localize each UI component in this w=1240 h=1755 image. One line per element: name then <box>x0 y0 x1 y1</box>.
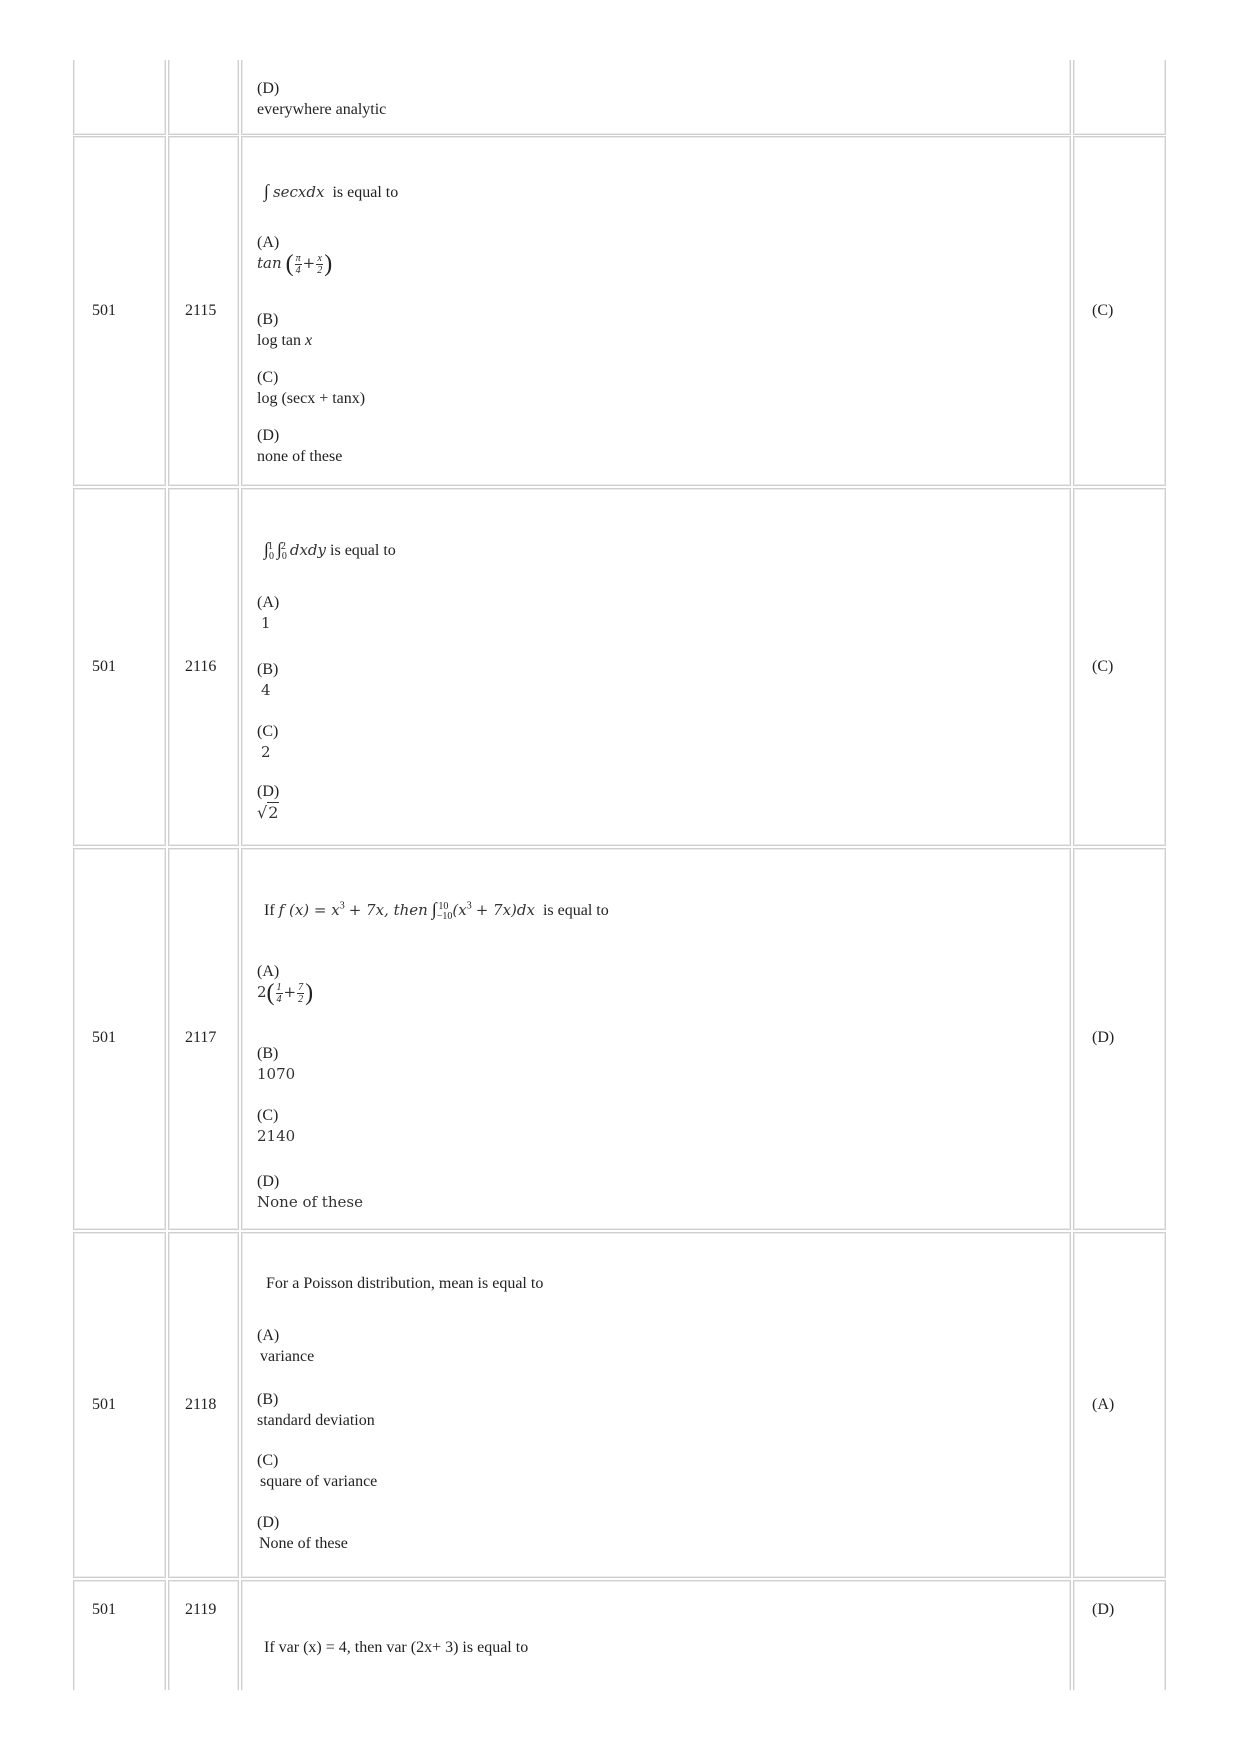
subject-code: 501 <box>92 1601 116 1618</box>
option-a <box>257 592 279 634</box>
answer-key: (D) <box>1092 1029 1115 1046</box>
option-label: (B) <box>257 1045 279 1062</box>
exponent: 3 <box>466 900 472 912</box>
upper-limit: 10 <box>438 900 449 912</box>
option-text: log (secx + tanx) <box>257 390 366 407</box>
option-b <box>257 1043 295 1085</box>
option-d <box>257 781 279 824</box>
option-a: (A) tan ( $\frac{\pi}{4}$ + $\frac{x}{2}$ ) <box>257 234 333 277</box>
option-c <box>257 1105 295 1147</box>
option-label: (C) <box>257 1107 279 1124</box>
option-label: (D) <box>257 783 280 800</box>
option-label: (D) <box>257 80 280 97</box>
row5-col1-cell <box>73 1580 166 1690</box>
row1-col1-cell <box>73 136 166 486</box>
subject-code: 501 <box>92 1029 116 1046</box>
option-value: 2140 <box>257 1127 296 1145</box>
option-b <box>257 659 278 701</box>
row2-answer-cell <box>1073 488 1166 846</box>
frac-numerator: x <box>317 253 322 264</box>
row1-question-cell <box>241 136 1071 486</box>
question-suffix: is equal to <box>332 184 399 201</box>
question-expression: secxdx <box>272 183 325 201</box>
option-label: (C) <box>257 723 279 740</box>
question-number: 2118 <box>185 1396 217 1413</box>
integrand-start: (x <box>452 901 467 919</box>
subject-code: 501 <box>92 658 116 675</box>
option-d <box>257 78 386 120</box>
option-value: 1070 <box>257 1065 296 1083</box>
option-text: variance <box>260 1348 315 1365</box>
question-number: 2119 <box>185 1601 217 1618</box>
option-c <box>257 1450 377 1492</box>
row4-answer-cell <box>1073 1232 1166 1578</box>
option-label: (A) <box>257 963 280 980</box>
row0-question-cell <box>241 60 1071 135</box>
row4-col2-cell <box>168 1232 239 1578</box>
sqrt-expression: √2 <box>257 803 279 822</box>
option-text: None of these <box>259 1535 348 1552</box>
question-number: 2116 <box>185 658 217 675</box>
int2-upper: 2 <box>280 540 286 552</box>
row5-question-cell <box>241 1580 1071 1690</box>
int2-lower: 0 <box>281 551 287 563</box>
question-text: If var (x) = 4, then var (2x+ 3) is equal to <box>264 1639 529 1656</box>
option-a: (A) 2( $\frac{1}{4}$ + $\frac{7}{2}$ ) <box>257 963 314 1006</box>
row4-col1-cell <box>73 1232 166 1578</box>
integrand-end: + 7x)dx <box>475 901 535 919</box>
option-label: (D) <box>257 1514 280 1531</box>
option-label: (B) <box>257 311 279 328</box>
option-label: (D) <box>257 427 280 444</box>
option-label: (A) <box>257 1327 280 1344</box>
row5-answer-cell <box>1073 1580 1166 1690</box>
row0-answer-cell <box>1073 60 1166 135</box>
question-number: 2115 <box>185 302 217 319</box>
integral-symbol: ∫ <box>264 181 269 201</box>
radicand: 2 <box>268 803 279 822</box>
option-a <box>257 1325 314 1367</box>
row3-answer-cell <box>1073 848 1166 1230</box>
row1-answer-cell <box>1073 136 1166 486</box>
subject-code: 501 <box>92 302 116 319</box>
frac-denominator: 4 <box>295 265 301 276</box>
option-text: standard deviation <box>257 1412 375 1429</box>
answer-key: (D) <box>1092 1601 1115 1618</box>
option-coefficient: 2 <box>257 983 267 1002</box>
option-text: log tan <box>257 332 301 349</box>
row2-col2-cell <box>168 488 239 846</box>
option-c <box>257 721 278 763</box>
question-suffix: is equal to <box>542 902 609 919</box>
frac-numerator: π <box>295 253 301 264</box>
question-number: 2117 <box>185 1029 217 1046</box>
question-text: For a Poisson distribution, mean is equal to <box>266 1275 544 1292</box>
row0-col2-cell <box>168 60 239 135</box>
answer-key: (A) <box>1092 1396 1115 1413</box>
row2-question-cell <box>241 488 1071 846</box>
option-d <box>257 425 342 467</box>
row2-col1-cell <box>73 488 166 846</box>
answer-key: (C) <box>1092 658 1114 675</box>
frac-denominator: 2 <box>298 994 304 1005</box>
row3-col2-cell <box>168 848 239 1230</box>
option-value: 4 <box>261 681 271 699</box>
question-suffix: is equal to <box>330 542 396 559</box>
option-label: (A) <box>257 594 280 611</box>
frac-denominator: 2 <box>317 265 323 276</box>
option-d <box>257 1512 348 1554</box>
question-expression: dxdy <box>289 541 327 559</box>
option-b <box>257 309 312 351</box>
frac-numerator: 1 <box>276 982 282 993</box>
option-b <box>257 1389 375 1431</box>
subject-code: 501 <box>92 1396 116 1413</box>
option-label: (B) <box>257 1391 279 1408</box>
option-label: (C) <box>257 369 279 386</box>
option-text: square of variance <box>260 1473 378 1490</box>
row5-col2-cell <box>168 1580 239 1690</box>
exponent: 3 <box>339 900 345 912</box>
option-d <box>257 1171 363 1213</box>
option-label: (C) <box>257 1452 279 1469</box>
answer-key: (C) <box>1092 302 1114 319</box>
option-label: (D) <box>257 1173 280 1190</box>
option-text: None of these <box>257 1193 363 1211</box>
row4-question-cell <box>241 1232 1071 1578</box>
option-text: none of these <box>257 448 343 465</box>
option-variable: x <box>305 332 313 349</box>
row3-question-cell <box>241 848 1071 1230</box>
option-expression: tan <box>257 254 282 273</box>
question-text: If f $(x) = x^3 + 7x$, then $\int_{-10}^{10}$ $(x^3 + 7x)dx$ is equal to <box>264 899 609 923</box>
option-label: (A) <box>257 234 280 251</box>
option-value: 1 <box>261 614 271 632</box>
question-text <box>264 181 398 202</box>
option-label: (B) <box>257 661 279 678</box>
row3-col1-cell <box>73 848 166 1230</box>
row0-col1-cell <box>73 60 166 135</box>
option-text: everywhere analytic <box>257 101 387 118</box>
function-rest: + 7x, then <box>348 901 428 919</box>
question-text: $\int_0^1$ $\int_0^2$ dxdy is equal to <box>264 539 396 563</box>
function-definition: f (x) = x <box>278 901 340 919</box>
int1-upper: 1 <box>267 540 273 552</box>
frac-numerator: 7 <box>298 982 304 993</box>
row1-col2-cell <box>168 136 239 486</box>
question-prefix: If <box>264 902 275 919</box>
option-c <box>257 367 365 409</box>
option-value: 2 <box>261 743 271 761</box>
int1-lower: 0 <box>268 551 274 563</box>
lower-limit: −10 <box>436 911 453 923</box>
frac-denominator: 4 <box>276 994 282 1005</box>
